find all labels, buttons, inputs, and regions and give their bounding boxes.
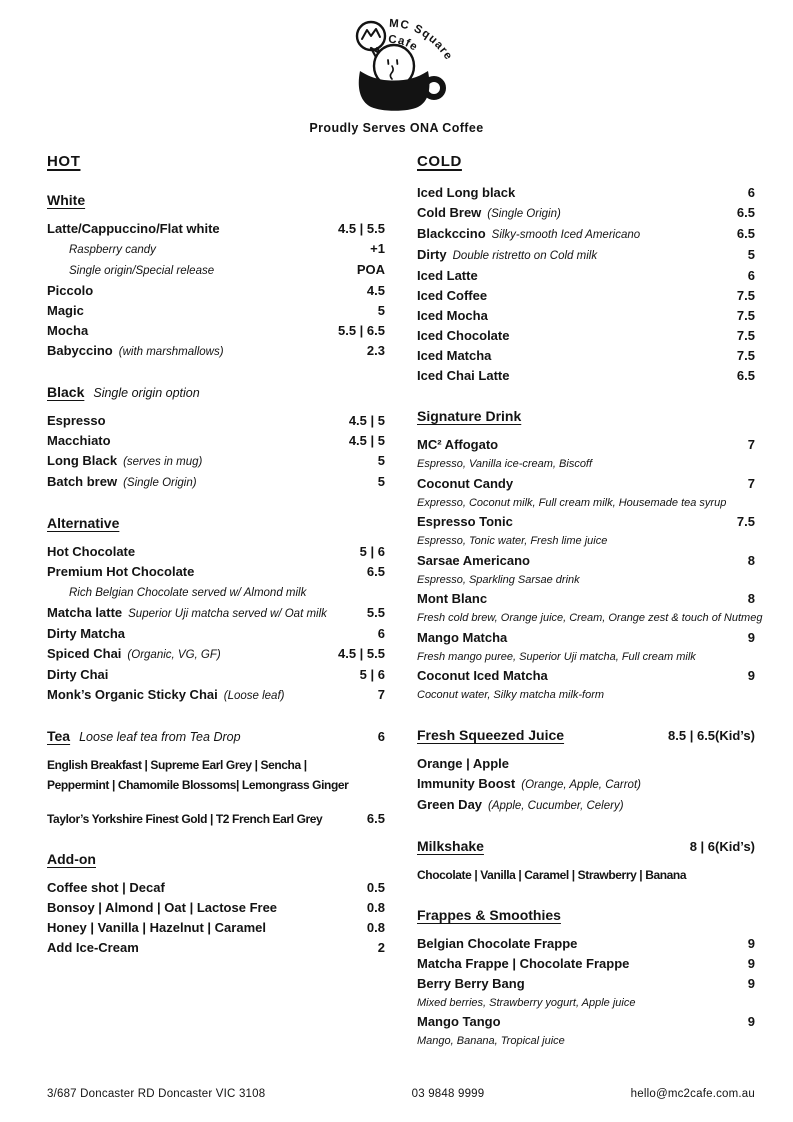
menu-item-row bbox=[417, 183, 755, 203]
brand-header bbox=[0, 0, 793, 135]
item-name: Piccolo bbox=[47, 283, 94, 298]
item-price: 5 bbox=[377, 303, 385, 318]
menu-column-right bbox=[417, 153, 763, 1051]
item-label bbox=[47, 918, 266, 938]
menu-item-row bbox=[417, 346, 755, 366]
menu-item-row bbox=[417, 774, 755, 795]
item-name: Blackccino bbox=[417, 226, 486, 241]
item-label bbox=[47, 755, 307, 775]
menu-item-row bbox=[47, 301, 385, 321]
menu-item-row bbox=[417, 224, 755, 245]
item-price: 6 bbox=[377, 626, 385, 641]
brand-name-line2: Cafe bbox=[387, 33, 420, 54]
menu-item-row bbox=[47, 918, 385, 938]
menu-item-row bbox=[47, 603, 385, 624]
item-name: Iced Long black bbox=[417, 185, 516, 200]
item-name: Iced Chocolate bbox=[417, 328, 510, 343]
footer-phone: 03 9848 9999 bbox=[411, 1088, 485, 1100]
menu-item-row bbox=[417, 286, 755, 306]
item-subnote: Rich Belgian Chocolate served w/ Almond milk bbox=[69, 587, 307, 599]
spacer bbox=[47, 795, 385, 809]
item-name: Iced Chai Latte bbox=[417, 368, 510, 383]
menu-item-row bbox=[417, 245, 755, 266]
item-note: Double ristretto on Cold milk bbox=[452, 250, 598, 262]
menu-item-row bbox=[417, 326, 755, 346]
item-price: 7.5 bbox=[736, 308, 755, 323]
item-price: 6.5 bbox=[366, 564, 385, 579]
menu-item-row bbox=[47, 878, 385, 898]
footer bbox=[47, 1088, 755, 1100]
menu-item-row bbox=[417, 974, 755, 994]
item-price: 4.5 | 5.5 bbox=[337, 646, 385, 661]
item-price: 7 bbox=[747, 437, 755, 452]
menu-item-row bbox=[47, 562, 385, 582]
item-name: Magic bbox=[47, 303, 84, 318]
item-label bbox=[417, 628, 507, 648]
item-label bbox=[417, 774, 641, 795]
section-title: Add-on bbox=[47, 851, 96, 867]
item-label bbox=[47, 431, 111, 451]
item-name: Coconut Iced Matcha bbox=[417, 668, 548, 683]
item-name: English Breakfast | Supreme Earl Grey | Sencha | bbox=[47, 758, 307, 772]
item-price: 9 bbox=[747, 955, 755, 971]
item-label bbox=[47, 411, 106, 431]
item-label bbox=[47, 301, 84, 321]
item-label bbox=[417, 435, 498, 455]
item-label bbox=[417, 224, 640, 245]
item-name: Latte/Cappuccino/Flat white bbox=[47, 221, 220, 236]
menu-item-row bbox=[47, 898, 385, 918]
section-header bbox=[417, 838, 755, 854]
item-note: (Apple, Cucumber, Celery) bbox=[488, 799, 624, 812]
section-price: 6 bbox=[377, 729, 385, 744]
menu-item-row bbox=[417, 795, 755, 816]
item-name: Immunity Boost bbox=[417, 775, 516, 791]
item-label bbox=[417, 203, 561, 224]
item-label bbox=[417, 954, 629, 974]
item-label bbox=[47, 582, 306, 603]
item-price: 6.5 bbox=[366, 811, 385, 826]
item-price: 7.5 bbox=[736, 514, 755, 529]
item-name: Honey | Vanilla | Hazelnut | Caramel bbox=[47, 920, 266, 935]
item-label bbox=[417, 512, 513, 532]
menu-section-hot bbox=[47, 153, 385, 170]
item-description: Espresso, Sparkling Sarsae drink bbox=[417, 573, 580, 586]
menu-item-row bbox=[47, 665, 385, 685]
item-label bbox=[47, 878, 165, 898]
item-note: (Loose leaf) bbox=[223, 690, 285, 702]
item-note: (Single Origin) bbox=[123, 477, 197, 489]
item-label bbox=[47, 451, 202, 472]
item-note: (Organic, VG, GF) bbox=[127, 649, 221, 661]
item-label bbox=[47, 341, 224, 362]
menu-item-row bbox=[47, 431, 385, 451]
item-name: Spiced Chai bbox=[47, 646, 122, 661]
menu-item-row bbox=[47, 260, 385, 281]
menu-item-row bbox=[47, 542, 385, 562]
item-description: Espresso, Vanilla ice-cream, Biscoff bbox=[417, 458, 593, 470]
item-label bbox=[47, 665, 108, 685]
menu-item-row bbox=[417, 435, 755, 455]
item-name: Peppermint | Chamomile Blossoms| Lemongrass Ginger bbox=[47, 778, 349, 792]
item-label bbox=[417, 366, 509, 386]
item-price: 7.5 bbox=[736, 288, 755, 303]
item-label bbox=[417, 666, 548, 686]
item-name: Iced Latte bbox=[417, 268, 478, 283]
section-price: 8.5 | 6.5(Kid’s) bbox=[668, 727, 755, 743]
footer-address: 3/687 Doncaster RD Doncaster VIC 3108 bbox=[47, 1088, 266, 1100]
item-label bbox=[47, 321, 88, 341]
item-name: Chocolate | Vanilla | Caramel | Strawberry | Banana bbox=[417, 867, 687, 882]
item-price: 7 bbox=[377, 687, 385, 702]
item-name: Batch brew bbox=[47, 474, 118, 489]
menu-section-fresh-squeezed-juice bbox=[417, 727, 755, 816]
item-label bbox=[417, 551, 530, 571]
item-name: Matcha Frappe | Chocolate Frappe bbox=[417, 955, 630, 971]
section-title: COLD bbox=[417, 153, 462, 170]
item-price: 5.5 | 6.5 bbox=[337, 323, 385, 338]
menu-item-row bbox=[47, 775, 385, 795]
section-header bbox=[47, 728, 385, 744]
section-title: HOT bbox=[47, 153, 81, 170]
item-price: 8 bbox=[747, 591, 755, 606]
section-title: Alternative bbox=[47, 515, 120, 531]
tagline: Proudly Serves ONA Coffee bbox=[309, 121, 484, 135]
item-label bbox=[417, 795, 624, 816]
item-price: 4.5 bbox=[366, 283, 385, 298]
item-name: Dirty bbox=[417, 247, 447, 262]
section-note: Single origin option bbox=[93, 386, 200, 400]
item-label bbox=[47, 472, 197, 493]
item-price: 2 bbox=[377, 940, 385, 955]
menu-item-row bbox=[417, 266, 755, 286]
item-label bbox=[417, 183, 515, 203]
item-price: POA bbox=[356, 262, 385, 277]
menu-item-row bbox=[47, 685, 385, 706]
menu-section-cold bbox=[417, 153, 755, 386]
item-name: Matcha latte bbox=[47, 605, 123, 620]
item-label bbox=[417, 286, 487, 306]
item-name: Belgian Chocolate Frappe bbox=[417, 935, 578, 951]
item-price: 0.5 bbox=[366, 880, 385, 895]
item-price: 6 bbox=[747, 268, 755, 283]
item-name: Macchiato bbox=[47, 433, 111, 448]
section-price: 8 | 6(Kid’s) bbox=[689, 838, 755, 854]
item-price: 5.5 bbox=[366, 605, 385, 620]
item-name: Mango Tango bbox=[417, 1014, 501, 1029]
item-note: (Single Origin) bbox=[487, 208, 561, 220]
menu-column-left bbox=[47, 153, 385, 1051]
item-description: Mixed berries, Strawberry yogurt, Apple juice bbox=[417, 996, 636, 1009]
menu-section-frappes-smoothies bbox=[417, 907, 755, 1051]
item-price: 7.5 bbox=[736, 328, 755, 343]
menu-item-row bbox=[47, 644, 385, 665]
item-price: 6.5 bbox=[736, 368, 755, 383]
item-name: Espresso Tonic bbox=[417, 514, 513, 529]
section-header bbox=[47, 515, 385, 531]
item-subnote: Single origin/Special release bbox=[69, 265, 215, 277]
section-title: Fresh Squeezed Juice bbox=[417, 726, 565, 743]
item-label bbox=[47, 260, 214, 281]
menu-item-row bbox=[417, 1012, 755, 1032]
item-name: Green Day bbox=[417, 796, 483, 812]
menu-item-row bbox=[47, 411, 385, 431]
item-name: Berry Berry Bang bbox=[417, 975, 525, 991]
item-price: 6 bbox=[747, 185, 755, 200]
section-header bbox=[417, 727, 755, 743]
item-description: Mango, Banana, Tropical juice bbox=[417, 1035, 565, 1047]
item-label bbox=[47, 624, 125, 644]
section-title: White bbox=[47, 192, 86, 208]
item-price: 5 bbox=[377, 474, 385, 489]
menu-item-row bbox=[417, 512, 755, 532]
item-name: Iced Coffee bbox=[417, 288, 488, 303]
section-title: Frappes & Smoothies bbox=[417, 906, 561, 923]
menu-item-row bbox=[417, 754, 755, 774]
menu-item-row bbox=[47, 281, 385, 301]
item-name: Add Ice-Cream bbox=[47, 940, 139, 955]
item-label bbox=[417, 589, 487, 609]
item-name: Dirty Matcha bbox=[47, 626, 126, 641]
item-name: Mango Matcha bbox=[417, 629, 508, 645]
item-label bbox=[47, 644, 221, 665]
item-name: MC² Affogato bbox=[417, 437, 499, 452]
menu-section-black bbox=[47, 384, 385, 493]
brand-name-line1: MC Square bbox=[388, 17, 455, 63]
section-header bbox=[417, 907, 755, 923]
item-subnote: Raspberry candy bbox=[69, 244, 156, 256]
menu-item-row bbox=[47, 582, 385, 603]
item-price: 5 bbox=[747, 247, 755, 262]
menu-item-row bbox=[47, 219, 385, 239]
item-price: 9 bbox=[747, 975, 755, 991]
menu-item-row bbox=[417, 551, 755, 571]
menu-item-row bbox=[47, 755, 385, 775]
item-name: Long Black bbox=[47, 453, 118, 468]
menu-item-row bbox=[417, 666, 755, 686]
section-note: Loose leaf tea from Tea Drop bbox=[79, 730, 241, 744]
item-label bbox=[47, 938, 139, 958]
section-header bbox=[417, 408, 755, 424]
item-note: (Orange, Apple, Carrot) bbox=[521, 778, 641, 791]
item-price: 7.5 bbox=[736, 348, 755, 363]
item-name: Premium Hot Chocolate bbox=[47, 564, 195, 579]
item-price: 5 | 6 bbox=[359, 544, 385, 559]
item-label bbox=[47, 685, 284, 706]
item-label bbox=[47, 562, 194, 582]
item-name: Taylor’s Yorkshire Finest Gold | T2 French Earl Grey bbox=[47, 812, 323, 826]
footer-email: hello@mc2cafe.com.au bbox=[630, 1088, 755, 1100]
menu-item-row bbox=[47, 624, 385, 644]
item-name: Babyccino bbox=[47, 343, 113, 358]
item-price: 9 bbox=[747, 668, 755, 683]
item-label bbox=[47, 542, 135, 562]
item-price: 4.5 | 5.5 bbox=[337, 221, 385, 236]
menu-item-row bbox=[47, 938, 385, 958]
item-price: 6.5 bbox=[736, 205, 755, 220]
item-name: Sarsae Americano bbox=[417, 552, 530, 568]
item-description: Espresso, Tonic water, Fresh lime juice bbox=[417, 535, 608, 547]
menu-item-row bbox=[417, 865, 755, 885]
item-name: Cold Brew bbox=[417, 205, 482, 220]
item-label bbox=[417, 306, 488, 326]
item-name: Dirty Chai bbox=[47, 667, 109, 682]
item-description: Expresso, Coconut milk, Full cream milk, Housemade tea syrup bbox=[417, 496, 727, 509]
section-header bbox=[417, 153, 755, 170]
section-title: Milkshake bbox=[417, 837, 484, 854]
item-label bbox=[417, 346, 491, 366]
item-label bbox=[417, 474, 513, 494]
section-header bbox=[47, 153, 385, 170]
item-description: Coconut water, Silky matcha milk-form bbox=[417, 689, 605, 701]
menu-item-row bbox=[47, 809, 385, 829]
menu-item-row bbox=[47, 472, 385, 493]
item-price: 0.8 bbox=[366, 920, 385, 935]
item-label bbox=[417, 266, 478, 286]
item-name: Mont Blanc bbox=[417, 591, 488, 606]
menu-item-row bbox=[47, 239, 385, 260]
menu-section-white bbox=[47, 192, 385, 362]
item-name: Iced Matcha bbox=[417, 348, 492, 363]
item-name: Bonsoy | Almond | Oat | Lactose Free bbox=[47, 900, 278, 915]
menu-section-tea bbox=[47, 728, 385, 829]
item-price: 5 bbox=[377, 453, 385, 468]
menu-section-milkshake bbox=[417, 838, 755, 885]
section-header bbox=[47, 192, 385, 208]
item-price: 9 bbox=[747, 935, 755, 951]
item-price: +1 bbox=[370, 241, 385, 256]
menu-item-row bbox=[47, 341, 385, 362]
item-description: Fresh mango puree, Superior Uji matcha, Full cream milk bbox=[417, 650, 696, 663]
menu-item-row bbox=[417, 366, 755, 386]
menu-item-row bbox=[417, 589, 755, 609]
item-label bbox=[47, 239, 156, 260]
item-price: 9 bbox=[747, 629, 755, 645]
item-name: Monk’s Organic Sticky Chai bbox=[47, 687, 218, 702]
item-label bbox=[417, 754, 509, 774]
cafe-logo bbox=[331, 8, 463, 120]
item-name: Mocha bbox=[47, 323, 89, 338]
item-name: Orange | Apple bbox=[417, 755, 510, 771]
item-note: (with marshmallows) bbox=[118, 346, 224, 358]
item-name: Coconut Candy bbox=[417, 475, 514, 491]
item-note: (serves in mug) bbox=[123, 456, 203, 468]
item-name: Espresso bbox=[47, 413, 106, 428]
item-label bbox=[47, 809, 322, 829]
section-header bbox=[47, 851, 385, 867]
item-label bbox=[417, 974, 525, 994]
item-price: 5 | 6 bbox=[359, 667, 385, 682]
item-label bbox=[417, 934, 577, 954]
item-label bbox=[47, 775, 348, 795]
item-price: 8 bbox=[747, 552, 755, 568]
item-label bbox=[417, 1012, 501, 1032]
item-label bbox=[417, 326, 509, 346]
item-name: Coffee shot | Decaf bbox=[47, 880, 165, 895]
menu-section-add-on bbox=[47, 851, 385, 958]
menu-item-row bbox=[417, 203, 755, 224]
menu-item-row bbox=[47, 451, 385, 472]
item-note: Silky-smooth Iced Americano bbox=[491, 229, 641, 241]
section-title: Tea bbox=[47, 728, 71, 744]
item-label bbox=[47, 603, 327, 624]
menu-body bbox=[47, 153, 763, 1051]
item-price: 0.8 bbox=[366, 900, 385, 915]
item-description: Fresh cold brew, Orange juice, Cream, Orange zest & touch of Nutmeg bbox=[417, 612, 763, 624]
item-label bbox=[417, 865, 686, 885]
menu-item-row bbox=[417, 628, 755, 648]
item-price: 9 bbox=[747, 1014, 755, 1029]
item-price: 7 bbox=[747, 475, 755, 491]
item-price: 4.5 | 5 bbox=[348, 433, 385, 448]
section-title: Signature Drink bbox=[417, 408, 522, 424]
item-label bbox=[47, 281, 93, 301]
menu-item-row bbox=[417, 306, 755, 326]
section-header bbox=[47, 384, 385, 400]
section-title: Black bbox=[47, 384, 85, 400]
item-note: Superior Uji matcha served w/ Oat milk bbox=[128, 608, 327, 620]
item-label bbox=[47, 898, 277, 918]
item-label bbox=[47, 219, 220, 239]
menu-item-row bbox=[417, 474, 755, 494]
item-name: Iced Mocha bbox=[417, 308, 488, 323]
item-price: 2.3 bbox=[366, 343, 385, 358]
menu-item-row bbox=[47, 321, 385, 341]
menu-item-row bbox=[417, 954, 755, 974]
item-name: Hot Chocolate bbox=[47, 544, 136, 559]
item-price: 4.5 | 5 bbox=[348, 413, 385, 428]
item-price: 6.5 bbox=[736, 226, 755, 241]
item-label bbox=[417, 245, 597, 266]
menu-section-alternative bbox=[47, 515, 385, 706]
menu-section-signature-drink bbox=[417, 408, 763, 705]
menu-item-row bbox=[417, 934, 755, 954]
